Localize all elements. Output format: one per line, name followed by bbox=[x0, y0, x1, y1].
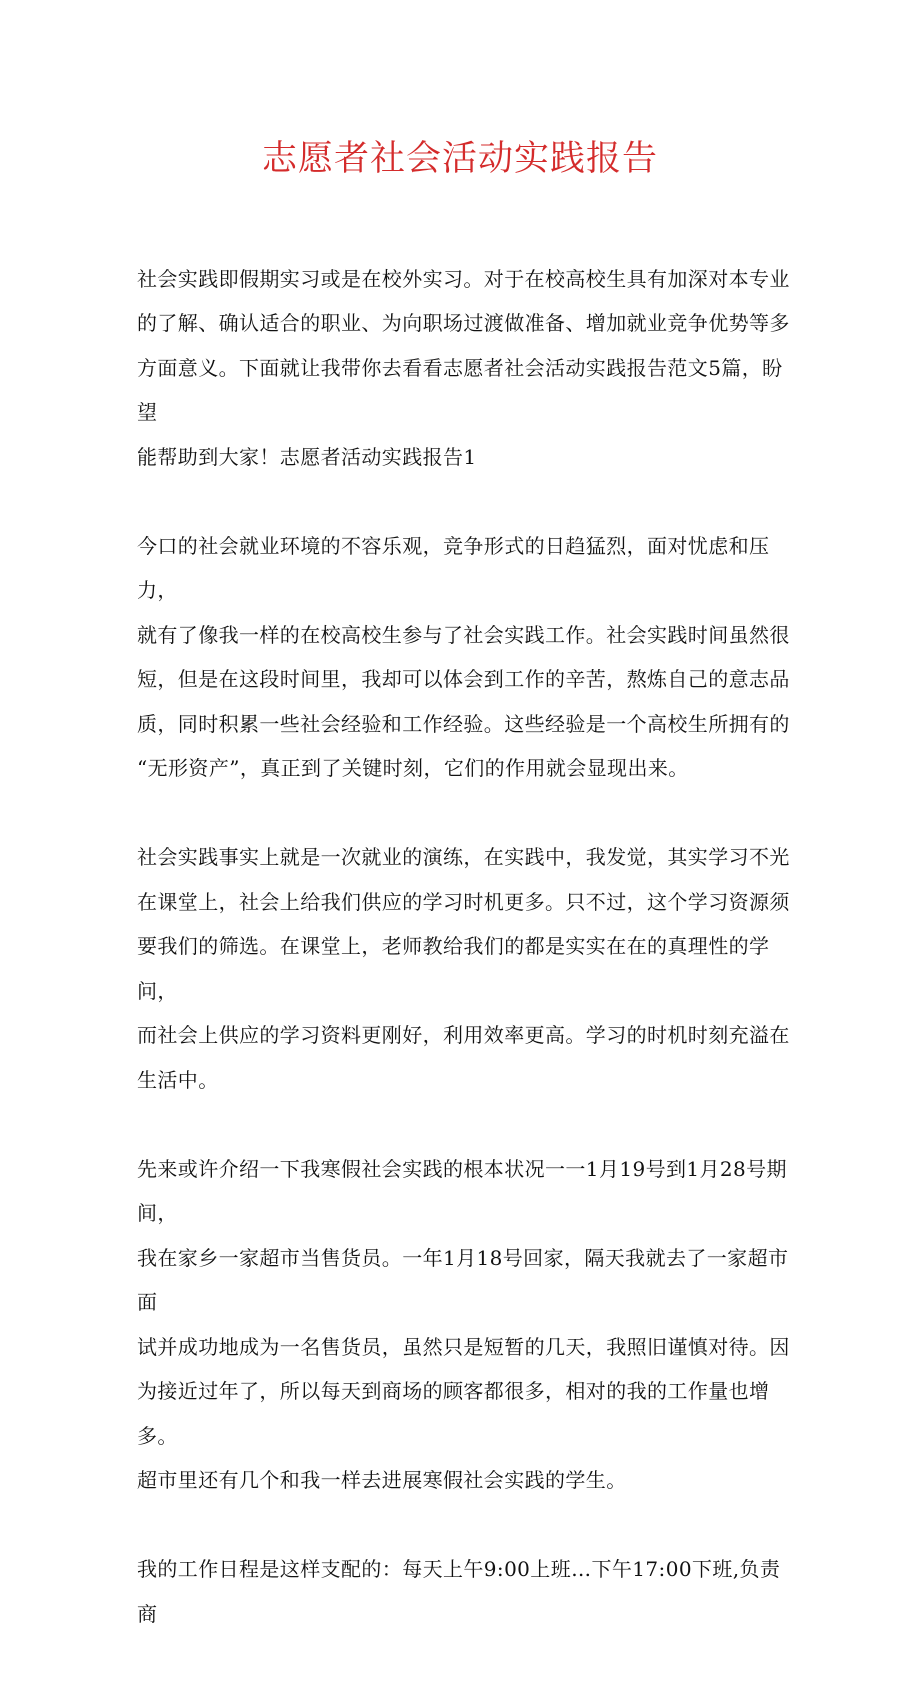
paragraph-situation: 先来或许介绍一下我寒假社会实践的根本状况一一1月19号到1月28号期间， 我在家乡一家超市当售货员。一年1月18号回家，隔天我就去了一家超市面 试并成功地成为一名售货员，虽然只是短暂的几天，我照旧谨慎对待。因 为接近过年了，所以每天到商场的顾客都很多，相对的我的工作量也增多。 超市里还有几个和我一样去进展寒假社会实践的学生。 bbox=[137, 1156, 790, 1492]
paragraph-employment: 今口的社会就业环境的不容乐观，竞争形式的日趋猛烈，面对忧虑和压力， 就有了像我一样的在校高校生参与了社会实践工作。社会实践时间虽然很 短，但是在这段时间里，我却可以体会到工作的辛苦，熬炼自己的意志品 质，同时积累一些社会经验和工作经验。这些经验是一个高校生所拥有的 “无形资产”，真正到了关键时刻，它们的作用就会显现出来。 bbox=[137, 533, 790, 780]
paragraph-intro: 社会实践即假期实习或是在校外实习。对于在校高校生具有加深对本专业 的了解、确认适合的职业、为向职场过渡做准备、增加就业竞争优势等多 方面意义。下面就让我带你去看看志愿者社会活动实践报告范文5篇，盼望 能帮助到大家！志愿者活动实践报告1 bbox=[137, 266, 790, 469]
document-title: 志愿者社会活动实践报告 bbox=[261, 139, 658, 179]
paragraph-practice: 社会实践事实上就是一次就业的演练，在实践中，我发觉，其实学习不光 在课堂上，社会上给我们供应的学习时机更多。只不过，这个学习资源须 要我们的筛选。在课堂上，老师教给我们的都是实实在在的真理性的学问， 而社会上供应的学习资料更刚好，利用效率更高。学习的时机时刻充溢在 生活中。 bbox=[137, 845, 790, 1092]
document-body bbox=[137, 212, 797, 1681]
paragraph-schedule: 我的工作日程是这样支配的：每天上午9:00上班…下午17:00下班,负责商 bbox=[137, 1557, 781, 1626]
